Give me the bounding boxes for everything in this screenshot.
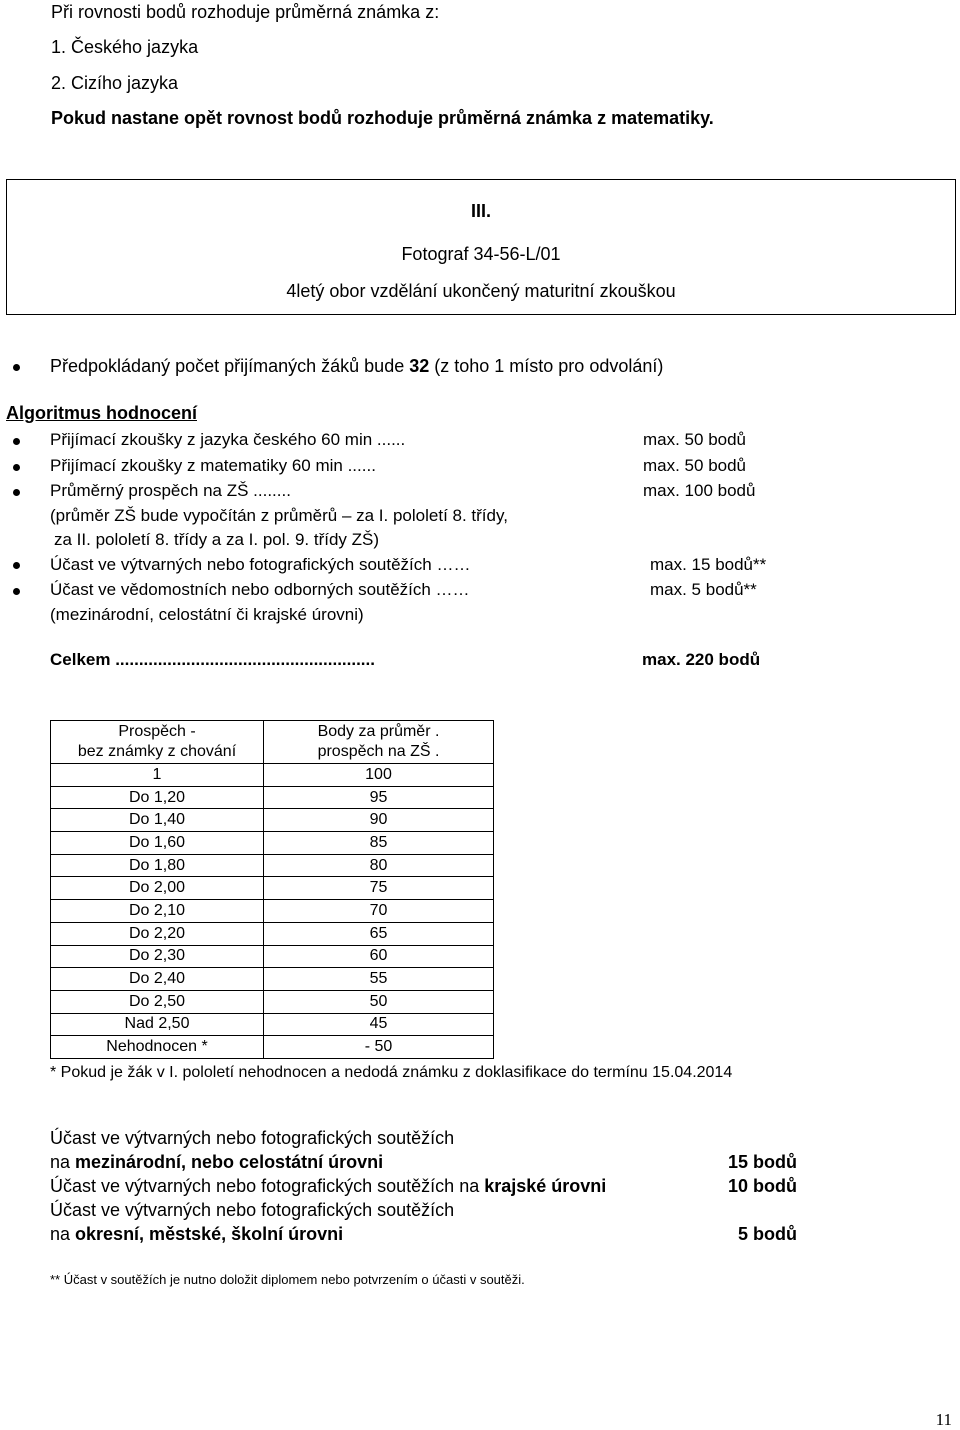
competition-row-3-points: 5 bodů — [738, 1224, 797, 1244]
algorithm-item-label: Účast ve vědomostních nebo odborných soutěžích …… — [50, 580, 470, 599]
table-header-row — [51, 721, 494, 764]
points-cell: 85 — [264, 832, 494, 855]
grade-cell: Do 2,50 — [51, 990, 264, 1013]
bullet-icon — [13, 489, 20, 496]
grade-points-table — [50, 720, 494, 1059]
table-footnote: * Pokud je žák v I. pololetí nehodnocen a nedodá známku z doklasifikace do termínu 15.04.2014 — [50, 1064, 733, 1081]
page-number: 11 — [935, 1410, 952, 1429]
algorithm-item-value: max. 100 bodů — [643, 481, 756, 500]
points-cell: 60 — [264, 945, 494, 968]
program-heading-box — [6, 179, 956, 315]
algorithm-heading: Algoritmus hodnocení — [6, 403, 197, 423]
points-cell: 55 — [264, 968, 494, 991]
competition-row-3-line-2 — [50, 1224, 343, 1245]
program-title: Fotograf 34-56-L/01 — [401, 244, 561, 264]
points-cell: 100 — [264, 764, 494, 787]
algorithm-item-value: max. 50 bodů — [643, 430, 747, 449]
table-row — [51, 945, 494, 968]
table-row — [51, 968, 494, 991]
section-roman-numeral: III. — [470, 201, 491, 221]
bullet-icon — [13, 464, 20, 471]
competition-text: Účast ve výtvarných nebo fotografických soutěžích na — [50, 1176, 485, 1196]
table-row — [51, 809, 494, 832]
grade-cell: Do 1,20 — [51, 786, 264, 809]
table-row — [51, 1036, 494, 1059]
competition-row-1-line-1: Účast ve výtvarných nebo fotografických soutěžích — [50, 1128, 455, 1148]
grade-cell: Do 1,60 — [51, 832, 264, 855]
total-value: max. 220 bodů — [642, 650, 761, 669]
competition-level-note: (mezinárodní, celostátní či krajské úrovni) — [50, 605, 364, 624]
table-row — [51, 854, 494, 877]
capacity-post: (z toho 1 místo pro odvolání) — [429, 356, 664, 376]
grade-cell: Nehodnocen * — [51, 1036, 264, 1059]
capacity-line — [50, 356, 663, 377]
intro-line-2: 1. Českého jazyka — [51, 37, 199, 57]
algorithm-item-value: max. 50 bodů — [643, 456, 747, 475]
competition-row-2 — [50, 1176, 606, 1197]
intro-line-4: Pokud nastane opět rovnost bodů rozhoduje průměrná známka z matematiky. — [51, 108, 714, 128]
grade-cell: Do 2,30 — [51, 945, 264, 968]
grade-cell: Do 2,00 — [51, 877, 264, 900]
header-grade-line-2: bez známky z chování — [77, 743, 237, 760]
algorithm-item-value: max. 15 bodů** — [650, 555, 767, 574]
table-row — [51, 990, 494, 1013]
points-cell: 45 — [264, 1013, 494, 1036]
table-row — [51, 877, 494, 900]
algorithm-item-label: Účast ve výtvarných nebo fotografických soutěžích …… — [50, 555, 471, 574]
grade-cell: Do 2,10 — [51, 900, 264, 923]
competition-footnote: ** Účast v soutěžích je nutno doložit diplomem nebo potvrzením o účasti v soutěži. — [50, 1272, 525, 1287]
algorithm-item-label: Průměrný prospěch na ZŠ ........ — [50, 481, 291, 500]
points-cell: - 50 — [264, 1036, 494, 1059]
competition-row-3-line-1: Účast ve výtvarných nebo fotografických soutěžích — [50, 1200, 455, 1220]
points-cell: 75 — [264, 877, 494, 900]
competition-level: okresní, městské, školní úrovni — [75, 1224, 344, 1244]
points-cell: 50 — [264, 990, 494, 1013]
grade-cell: Do 1,80 — [51, 854, 264, 877]
bullet-icon — [13, 562, 20, 569]
header-grade-line-1: Prospěch - — [118, 723, 196, 740]
capacity-pre: Předpokládaný počet přijímaných žáků bude — [50, 356, 410, 376]
points-cell: 80 — [264, 854, 494, 877]
intro-line-1: Při rovnosti bodů rozhoduje průměrná známka z: — [51, 2, 440, 22]
bullet-icon — [13, 588, 20, 595]
points-cell: 70 — [264, 900, 494, 923]
capacity-number: 32 — [409, 356, 430, 376]
header-points-line-2: prospěch na ZŠ . — [317, 743, 440, 760]
total-label: Celkem ....................................................... — [50, 650, 375, 669]
competition-prefix: na — [50, 1224, 76, 1244]
average-note-line-1: (průměr ZŠ bude vypočítán z průměrů – za I. pololetí 8. třídy, — [50, 506, 508, 525]
competition-level: mezinárodní, nebo celostátní úrovni — [75, 1152, 384, 1172]
table-row — [51, 900, 494, 923]
algorithm-item-value: max. 5 bodů** — [650, 580, 757, 599]
table-header-grade — [51, 721, 264, 764]
grade-cell: Do 2,20 — [51, 922, 264, 945]
points-cell: 95 — [264, 786, 494, 809]
competition-row-1-points: 15 bodů — [727, 1152, 797, 1172]
header-points-line-1: Body za průměr . — [317, 723, 440, 740]
bullet-icon — [13, 364, 20, 371]
table-header-points — [264, 721, 494, 764]
average-note-line-2: za II. pololetí 8. třídy a za I. pol. 9. třídy ZŠ) — [54, 530, 380, 549]
table-row — [51, 922, 494, 945]
intro-line-3: 2. Cizího jazyka — [51, 73, 179, 93]
table-row — [51, 786, 494, 809]
competition-row-1-line-2 — [50, 1152, 383, 1173]
grade-cell: Do 2,40 — [51, 968, 264, 991]
bullet-icon — [13, 438, 20, 445]
algorithm-item-label: Přijímací zkoušky z matematiky 60 min ...... — [50, 456, 376, 475]
points-cell: 90 — [264, 809, 494, 832]
points-cell: 65 — [264, 922, 494, 945]
table-row — [51, 1013, 494, 1036]
program-subtitle: 4letý obor vzdělání ukončený maturitní zkouškou — [286, 281, 676, 301]
competition-level: krajské úrovni — [484, 1176, 607, 1196]
competition-prefix: na — [50, 1152, 76, 1172]
table-row — [51, 832, 494, 855]
algorithm-item-label: Přijímací zkoušky z jazyka českého 60 min ...... — [50, 430, 406, 449]
grade-cell: Nad 2,50 — [51, 1013, 264, 1036]
table-row — [51, 764, 494, 787]
grade-cell: Do 1,40 — [51, 809, 264, 832]
grade-cell: 1 — [51, 764, 264, 787]
competition-row-2-points: 10 bodů — [727, 1176, 797, 1196]
